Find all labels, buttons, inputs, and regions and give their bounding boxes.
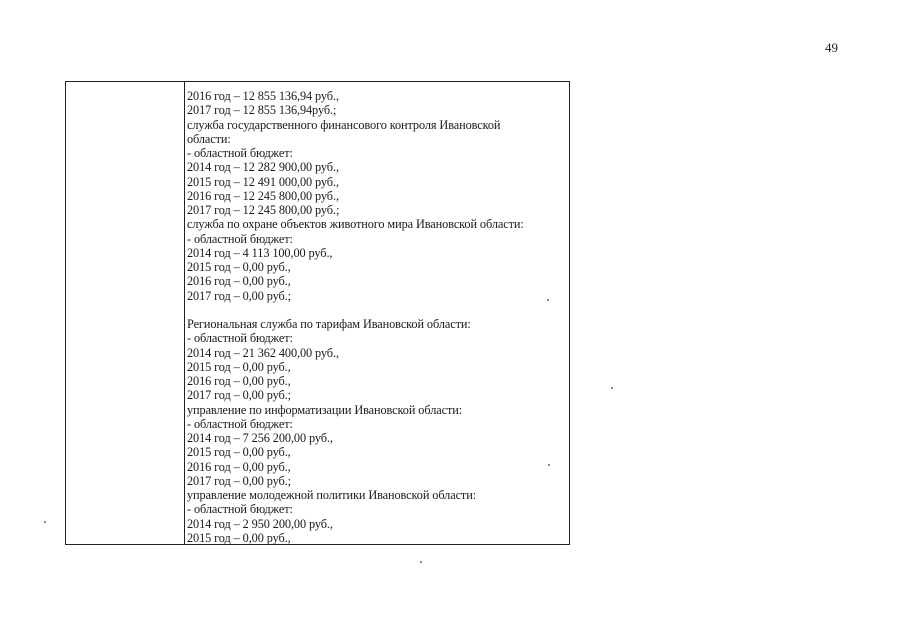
table-right-cell <box>187 89 565 545</box>
page-number: 49 <box>825 40 838 55</box>
text-line: 2014 год – 4 113 100,00 руб., <box>187 245 333 260</box>
text-line: 2014 год – 7 256 200,00 руб., <box>187 431 333 445</box>
scan-speck <box>44 521 46 523</box>
text-line: 2017 год – 0,00 руб.; <box>187 473 291 488</box>
text-line: 2017 год – 12 855 136,94руб.; <box>187 103 337 118</box>
text-line: - областной бюджет: <box>187 146 293 160</box>
text-line: 2016 год – 0,00 руб., <box>187 374 291 388</box>
text-line: - областной бюджет: <box>187 502 293 517</box>
scan-speck <box>611 387 613 389</box>
text-line: Региональная служба по тарифам Ивановской области: <box>187 317 471 331</box>
budget-table <box>65 81 570 545</box>
blank-line <box>187 303 565 317</box>
text-line: служба по охране объектов животного мира Ивановской области: <box>187 217 524 232</box>
text-line: 2017 год – 0,00 руб.; <box>187 388 291 403</box>
text-line: управление молодежной политики Ивановской области: <box>187 488 477 502</box>
text-line: 2015 год – 0,00 руб., <box>187 359 291 374</box>
text-line: управление по информатизации Ивановской области: <box>187 402 463 417</box>
text-line: 2014 год – 21 362 400,00 руб., <box>187 345 339 360</box>
scan-speck <box>548 464 550 466</box>
text-line: 2016 год – 12 855 136,94 руб., <box>187 89 339 103</box>
text-line: - областной бюджет: <box>187 331 293 346</box>
text-line: 2016 год – 0,00 руб., <box>187 459 291 474</box>
scan-speck <box>547 299 549 301</box>
text-line: 2016 год – 0,00 руб., <box>187 274 291 289</box>
text-line: 2014 год – 2 950 200,00 руб., <box>187 516 333 531</box>
text-line: - областной бюджет: <box>187 416 293 431</box>
scan-speck <box>420 561 422 563</box>
text-line: 2015 год – 0,00 руб., <box>187 445 291 460</box>
text-line: 2016 год – 12 245 800,00 руб., <box>187 188 339 203</box>
table-left-cell <box>66 82 185 544</box>
text-line: 2015 год – 0,00 руб., <box>187 530 291 545</box>
text-line: служба государственного финансового контроля Ивановской <box>187 117 501 132</box>
text-line: 2015 год – 0,00 руб., <box>187 260 291 274</box>
text-line: области: <box>187 131 231 146</box>
text-line: - областной бюджет: <box>187 231 293 246</box>
text-line: 2017 год – 12 245 800,00 руб.; <box>187 203 340 217</box>
text-line: 2017 год – 0,00 руб.; <box>187 288 291 303</box>
text-line: 2014 год – 12 282 900,00 руб., <box>187 160 339 175</box>
text-line: 2015 год – 12 491 000,00 руб., <box>187 174 339 189</box>
